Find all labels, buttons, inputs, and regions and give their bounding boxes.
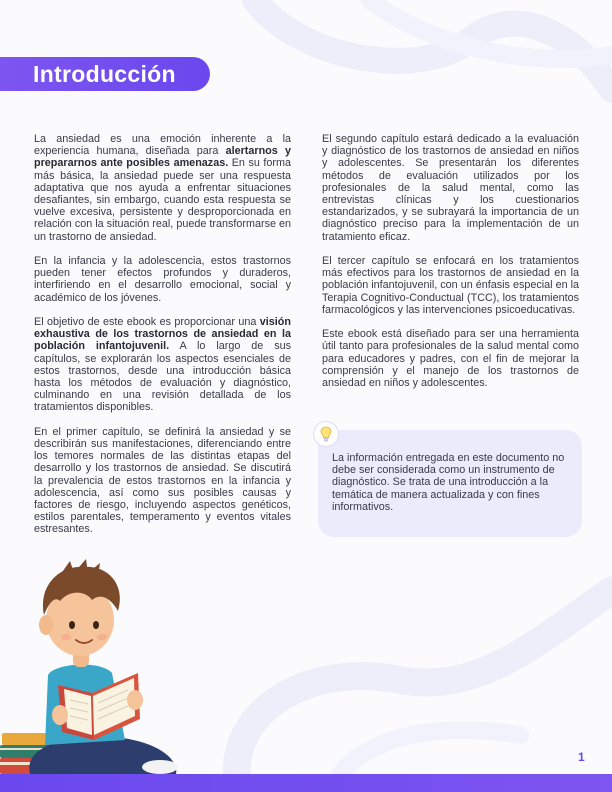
paragraph: El segundo capítulo estará dedicado a la evaluación y diagnóstico de los trastornos de ansiedad en niños y adolescentes. Se presentarán los diferentes métodos de evaluación utilizados por los profesionales de la salud mental, como las entrevistas clínicas y los cuestionarios estandarizados, y se subrayará la importancia de un diagnóstico preciso para la implementación de un tratamiento eficaz. xyxy=(322,133,579,243)
paragraph: En el primer capítulo, se definirá la ansiedad y se describirán sus manifestaciones, diferenciando entre los temores normales de las distintas etapas del desarrollo y los trastornos de ansiedad. Se discutirá la prevalencia de estos trastornos en la infancia y adolescencia, así como sus posibles causas y factores de riesgo, incluyendo aspectos genéticos, estilos parentales, temperamento y eventos vitales estresantes. xyxy=(34,425,291,536)
paragraph: En la infancia y la adolescencia, estos trastornos pueden tener efectos profundos y duraderos, interfiriendo en el desarrollo emocional, social y académico de los jóvenes. xyxy=(34,255,291,304)
page-title: Introducción xyxy=(0,57,210,91)
paragraph: La ansiedad es una emoción inherente a la experiencia humana, diseñada para alertarnos y prepararnos ante posibles amenazas. En su forma más básica, la ansiedad puede ser una respuesta adaptativa que nos ayuda a enfrentar situaciones desafiantes, sin embargo, cuando esta respuesta se vuelve excesiva, persistente y desproporcionada en relación con la situación real, puede transformarse en un trastorno de ansiedad. xyxy=(34,133,291,243)
left-column xyxy=(34,133,291,548)
lightbulb-icon xyxy=(313,421,339,447)
disclaimer-note xyxy=(318,430,582,537)
disclaimer-text: La información entregada en este documento no debe ser considerada como un instrumento de diagnóstico. Se trata de una introducción a la temática de manera actualizada y con fines informativos. xyxy=(332,452,565,513)
page-number: 1 xyxy=(578,750,585,764)
paragraph: Este ebook está diseñado para ser una herramienta útil tanto para profesionales de la salud mental como para educadores y padres, con el fin de mejorar la comprensión y el manejo de los trastornos de ansiedad en niños y adolescentes. xyxy=(322,328,579,390)
right-column xyxy=(322,133,579,401)
child-reading-illustration xyxy=(0,545,180,774)
footer-bar xyxy=(0,774,612,792)
paragraph: El objetivo de este ebook es proporcionar una visión exhaustiva de los trastornos de ansiedad en la población infantojuvenil. A lo largo de sus capítulos, se explorarán los aspectos esenciales de estos trastornos, desde una introducción básica hasta los métodos de evaluación y diagnóstico, culminando en una revisión detallada de los tratamientos disponibles. xyxy=(34,316,292,414)
paragraph: El tercer capítulo se enfocará en los tratamientos más efectivos para los trastornos de ansiedad en la población infantojuvenil, con un énfasis especial en la Terapia Cognitivo-Conductual (TCC), los tratamientos farmacológicos y las intervenciones psicoeducativas. xyxy=(322,255,579,316)
